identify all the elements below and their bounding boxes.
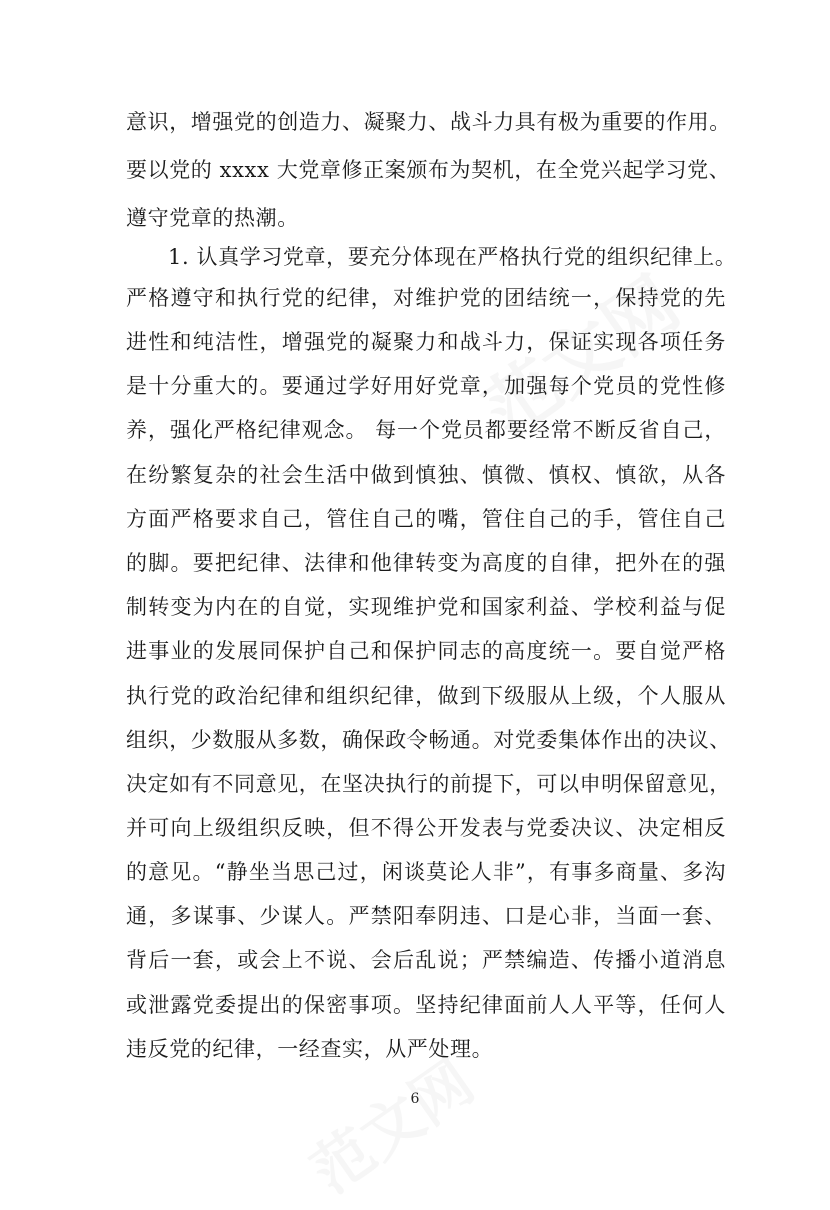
text-line: 制转变为内在的自觉，实现维护党和国家利益、学校利益与促: [126, 595, 726, 619]
text-line: 严格遵守和执行党的纪律，对维护党的团结统一，保持党的先: [126, 286, 726, 310]
text-line: 遵守党章的热潮。: [126, 206, 299, 230]
text-line: 决定如有不同意见，在坚决执行的前提下，可以申明保留意见，: [126, 772, 731, 796]
text-line: 的意见。“静坐当思己过，闲谈莫论人非”，有事多商量、多沟: [126, 860, 726, 884]
page-number: 6: [410, 1091, 420, 1107]
text-line: 是十分重大的。要通过学好用好党章，加强每个党员的党性修: [126, 374, 726, 398]
text-line: 进性和纯洁性，增强党的凝聚力和战斗力，保证实现各项任务: [126, 330, 726, 354]
text-line: 养，强化严格纪律观念。 每一个党员都要经常不断反省自己，: [126, 418, 726, 442]
text-line: 组织，少数服从多数，确保政令畅通。对党委集体作出的决议、: [126, 728, 731, 752]
text-line: 执行党的政治纪律和组织纪律，做到下级服从上级，个人服从: [126, 684, 726, 708]
text-line: 违反党的纪律，一经查实，从严处理。: [126, 1037, 494, 1061]
text-line: 在纷繁复杂的社会生活中做到慎独、慎微、慎权、慎欲，从各: [126, 463, 726, 487]
text-line: 背后一套，或会上不说、会后乱说；严禁编造、传播小道消息: [126, 948, 726, 972]
text-line: 并可向上级组织反映，但不得公开发表与党委决议、决定相反: [126, 816, 726, 840]
text-line: 方面严格要求自己，管住自己的嘴，管住自己的手，管住自己: [126, 507, 726, 531]
text-line: 意识，增强党的创造力、凝聚力、战斗力具有极为重要的作用。: [126, 110, 731, 134]
text-line: 的脚。要把纪律、法律和他律转变为高度的自律，把外在的强: [126, 551, 726, 575]
text-line: 通，多谋事、少谋人。严禁阳奉阴违、口是心非，当面一套、: [126, 904, 726, 928]
text-line: 1. 认真学习党章，要充分体现在严格执行党的组织纪律上。: [168, 245, 737, 269]
text-line: 进事业的发展同保护自己和保护同志的高度统一。要自觉严格: [126, 639, 726, 663]
text-line: 要以党的 xxxx 大党章修正案颁布为契机，在全党兴起学习党、: [126, 158, 731, 182]
text-line: 或泄露党委提出的保密事项。坚持纪律面前人人平等，任何人: [126, 993, 726, 1017]
